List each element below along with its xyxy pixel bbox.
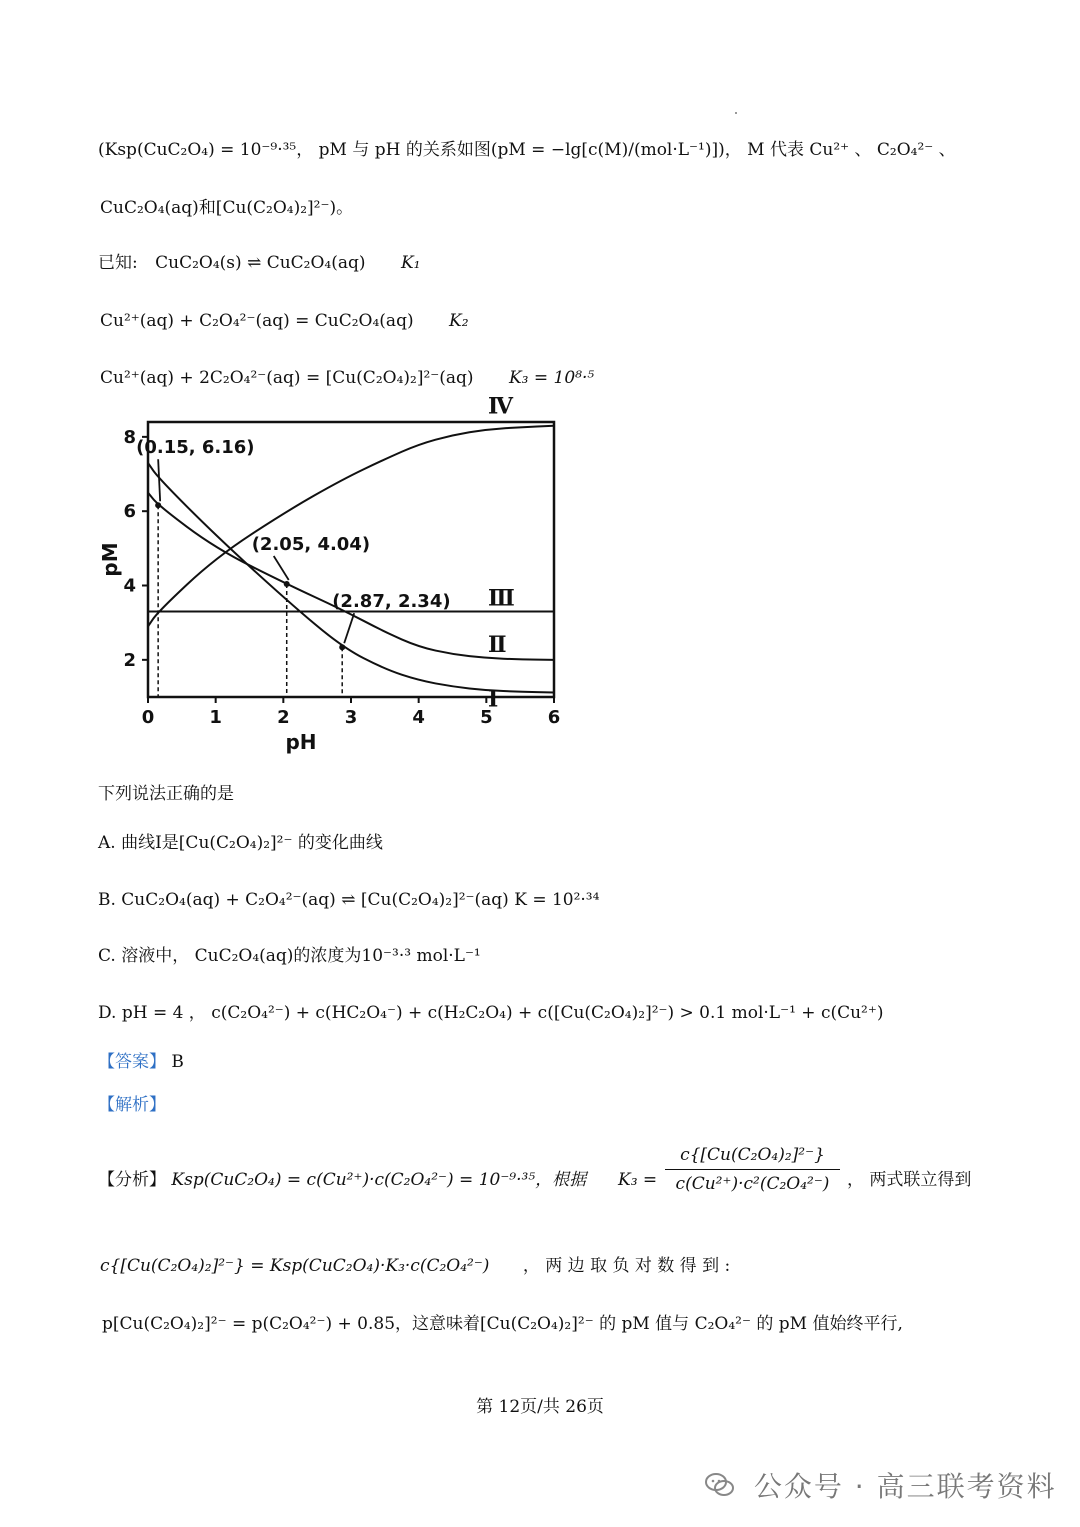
annotation-point <box>339 644 345 650</box>
equation-1: CuC₂O₄(s) ⇌ CuC₂O₄(aq) <box>155 253 366 273</box>
equation-1-constant: K₁ <box>400 253 421 273</box>
known-equation-1 <box>98 253 420 273</box>
k3-denominator: c(Cu²⁺)·c²(C₂O₄²⁻) <box>675 1174 830 1194</box>
annotation-arrow <box>158 459 160 501</box>
answer-value: B <box>171 1052 184 1072</box>
equation-2-constant: K₂ <box>449 311 469 331</box>
option-b: B. CuC₂O₄(aq) + C₂O₄²⁻(aq) ⇌ [Cu(C₂O₄)₂]²⁻(aq) K = 10²·³⁴ <box>98 890 600 910</box>
question-prompt: 下列说法正确的是 <box>98 784 234 804</box>
analysis-line-1 <box>98 1170 586 1190</box>
option-a: A. 曲线Ⅰ是[Cu(C₂O₄)₂]²⁻ 的变化曲线 <box>98 833 383 853</box>
y-tick-label: 4 <box>123 575 136 597</box>
known-label: 已知: <box>98 253 138 273</box>
x-tick-label: 5 <box>480 707 493 728</box>
x-tick-label: 2 <box>277 707 290 728</box>
intro-line-1: (Ksp(CuC₂O₄) = 10⁻⁹·³⁵， pM 与 pH 的关系如图(pM = −lg[c(M)/(mol·L⁻¹)])， M 代表 Cu²⁺ 、 C₂O₄²⁻ 、 <box>98 140 956 160</box>
watermark-text: 公众号 · 高三联考资料 <box>753 1470 1057 1503</box>
y-tick-label: 2 <box>123 649 136 671</box>
known-equation-3 <box>100 368 594 388</box>
wechat-icon <box>705 1472 735 1505</box>
equation-3-constant: K₃ = 10⁸·⁵ <box>508 368 595 388</box>
x-tick-label: 3 <box>344 707 358 728</box>
combined-expression: c{[Cu(C₂O₄)₂]²⁻} = Ksp(CuC₂O₄)·K₃·c(C₂O₄²⁻) <box>100 1256 490 1276</box>
x-axis-label: pH <box>285 730 317 754</box>
x-tick-label: 4 <box>412 707 425 728</box>
k3-numerator: c{[Cu(C₂O₄)₂]²⁻} <box>680 1145 825 1165</box>
answer-line <box>98 1052 184 1072</box>
annotation-arrow <box>344 613 354 643</box>
series-label-4: Ⅳ <box>488 393 513 420</box>
watermark <box>705 1465 1057 1505</box>
analysis-sub-label: 【分析】 <box>98 1170 166 1190</box>
k3-lhs <box>618 1170 657 1190</box>
analysis-line-2-tail: ， 两 边 取 负 对 数 得 到 : <box>522 1256 731 1276</box>
known-equation-2 <box>100 311 469 331</box>
page-footer: 第 12页/共 26页 <box>476 1397 604 1417</box>
x-tick-label: 6 <box>547 707 561 728</box>
annotation-point <box>155 502 161 508</box>
annotation-label: (0.15, 6.16) <box>136 437 255 459</box>
ksp-expression: Ksp(CuC₂O₄) = c(Cu²⁺)·c(C₂O₄²⁻) = 10⁻⁹·³⁵，根据 <box>171 1170 587 1190</box>
analysis-label: 【解析】 <box>98 1095 166 1115</box>
series-label-2: Ⅱ <box>488 631 507 658</box>
series-label-3: Ⅲ <box>488 585 515 612</box>
x-tick-label: 0 <box>141 707 155 728</box>
series-label-1: Ⅰ <box>488 686 499 713</box>
equation-2: Cu²⁺(aq) + C₂O₄²⁻(aq) = CuC₂O₄(aq) <box>100 311 414 331</box>
option-d: D. pH = 4 ， c(C₂O₄²⁻) + c(HC₂O₄⁻) + c(H₂C₂O₄) + c([Cu(C₂O₄)₂]²⁻) > 0.1 mol·L⁻¹ + c(Cu²⁺) <box>98 1003 884 1023</box>
y-tick-label: 8 <box>123 426 136 448</box>
option-c: C. 溶液中， CuC₂O₄(aq)的浓度为10⁻³·³ mol·L⁻¹ <box>98 946 481 966</box>
k3-fraction <box>665 1145 840 1194</box>
pm-ph-chart <box>95 393 575 760</box>
k3-symbol: K₃ = <box>618 1170 658 1190</box>
y-tick-label: 6 <box>123 501 136 523</box>
analysis-line-3: p[Cu(C₂O₄)₂]²⁻ = p(C₂O₄²⁻) + 0.85，这意味着[Cu(C₂O₄)₂]²⁻ 的 pM 值与 C₂O₄²⁻ 的 pM 值始终平行, <box>102 1314 903 1334</box>
equation-3: Cu²⁺(aq) + 2C₂O₄²⁻(aq) = [Cu(C₂O₄)₂]²⁻(aq) <box>100 368 474 388</box>
annotation-point <box>284 581 290 587</box>
annotation-label: (2.05, 4.04) <box>251 534 371 556</box>
annotation-label: (2.87, 2.34) <box>332 591 451 613</box>
y-axis-label: pM <box>98 542 122 577</box>
annotation-arrow <box>274 556 289 580</box>
analysis-line-2 <box>100 1256 730 1276</box>
answer-label: 【答案】 <box>98 1052 166 1072</box>
stray-dot <box>735 112 737 114</box>
analysis-line-1-tail: ， 两式联立得到 <box>847 1170 972 1190</box>
x-tick-label: 1 <box>209 707 222 728</box>
intro-line-2: CuC₂O₄(aq)和[Cu(C₂O₄)₂]²⁻)。 <box>100 198 354 218</box>
